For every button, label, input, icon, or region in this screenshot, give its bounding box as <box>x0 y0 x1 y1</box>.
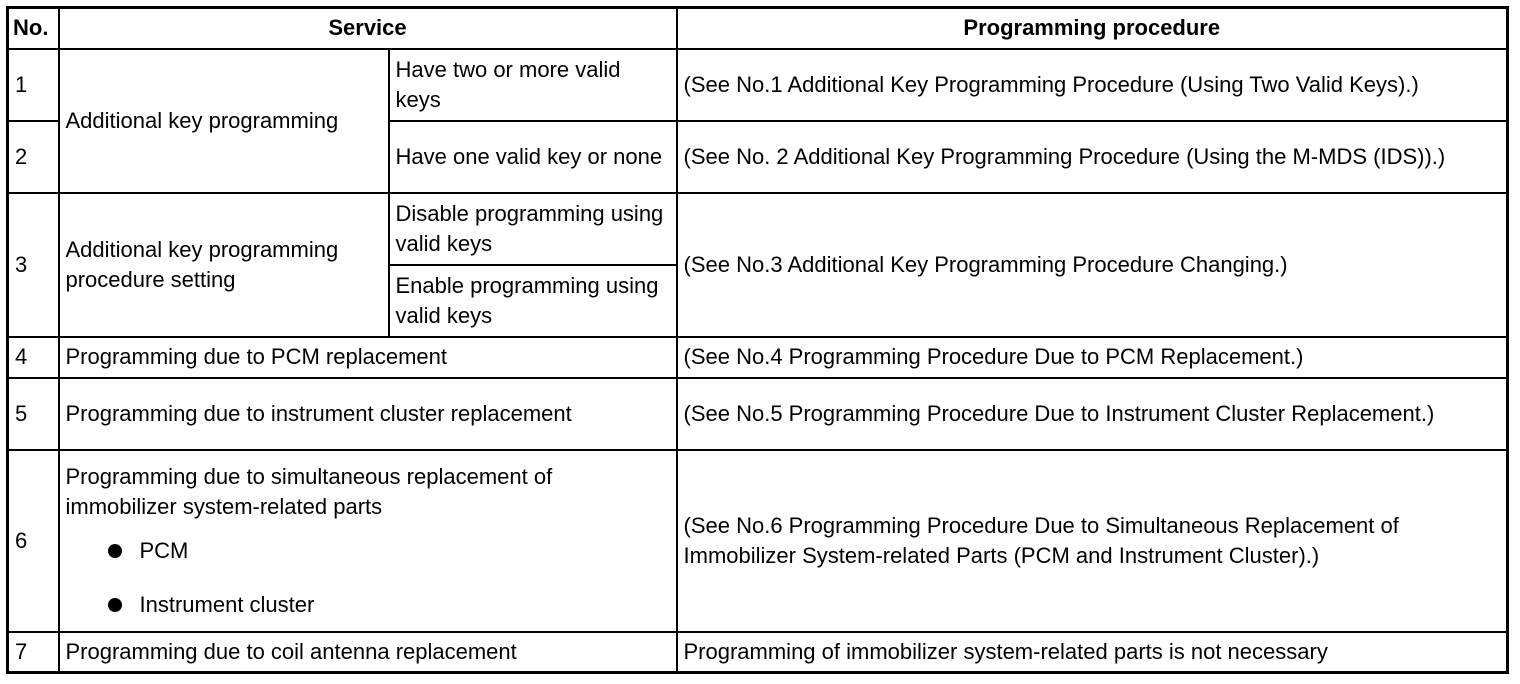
row-number: 4 <box>8 337 59 378</box>
procedure-cell: Programming of immobilizer system-related parts is not necessary <box>677 632 1508 673</box>
procedure-cell: (See No.4 Programming Procedure Due to PCM Replacement.) <box>677 337 1508 378</box>
table-row <box>8 49 1508 121</box>
service-cell <box>59 450 677 632</box>
table-row <box>8 632 1508 673</box>
procedure-cell: (See No.1 Additional Key Programming Procedure (Using Two Valid Keys).) <box>677 49 1508 121</box>
row-number: 5 <box>8 378 59 450</box>
bullet-icon <box>108 598 122 612</box>
service-cell: Programming due to PCM replacement <box>59 337 677 378</box>
service-text: Programming due to simultaneous replacement of immobilizer system-related parts <box>65 463 553 519</box>
service-cell: Additional key programming <box>59 49 389 193</box>
table-row <box>8 193 1508 265</box>
row-number: 2 <box>8 121 59 193</box>
header-procedure: Programming procedure <box>677 8 1508 49</box>
list-item <box>66 590 670 620</box>
row-number: 1 <box>8 49 59 121</box>
header-no: No. <box>8 8 59 49</box>
programming-table <box>6 6 1509 674</box>
service-cell: Programming due to instrument cluster replacement <box>59 378 677 450</box>
procedure-cell: (See No. 2 Additional Key Programming Procedure (Using the M-MDS (IDS)).) <box>677 121 1508 193</box>
procedure-cell: (See No.3 Additional Key Programming Procedure Changing.) <box>677 193 1508 337</box>
condition-cell: Have one valid key or none <box>389 121 677 193</box>
service-cell: Additional key programming procedure setting <box>59 193 389 337</box>
service-cell: Programming due to coil antenna replacement <box>59 632 677 673</box>
condition-cell: Enable programming using valid keys <box>389 265 677 337</box>
procedure-cell: (See No.5 Programming Procedure Due to Instrument Cluster Replacement.) <box>677 378 1508 450</box>
table-row <box>8 450 1508 632</box>
table-row <box>8 378 1508 450</box>
row-number: 6 <box>8 450 59 632</box>
header-service: Service <box>59 8 677 49</box>
parts-list <box>66 536 670 620</box>
header-row <box>8 8 1508 49</box>
list-item <box>66 536 670 566</box>
list-item-label: Instrument cluster <box>139 591 315 617</box>
row-number: 7 <box>8 632 59 673</box>
row-number: 3 <box>8 193 59 337</box>
condition-cell: Have two or more valid keys <box>389 49 677 121</box>
condition-cell: Disable programming using valid keys <box>389 193 677 265</box>
list-item-label: PCM <box>139 537 189 563</box>
procedure-cell: (See No.6 Programming Procedure Due to Simultaneous Replacement of Immobilizer System-related Parts (PCM and Instrument Cluster).) <box>677 450 1508 632</box>
bullet-icon <box>108 544 122 558</box>
table-row <box>8 337 1508 378</box>
